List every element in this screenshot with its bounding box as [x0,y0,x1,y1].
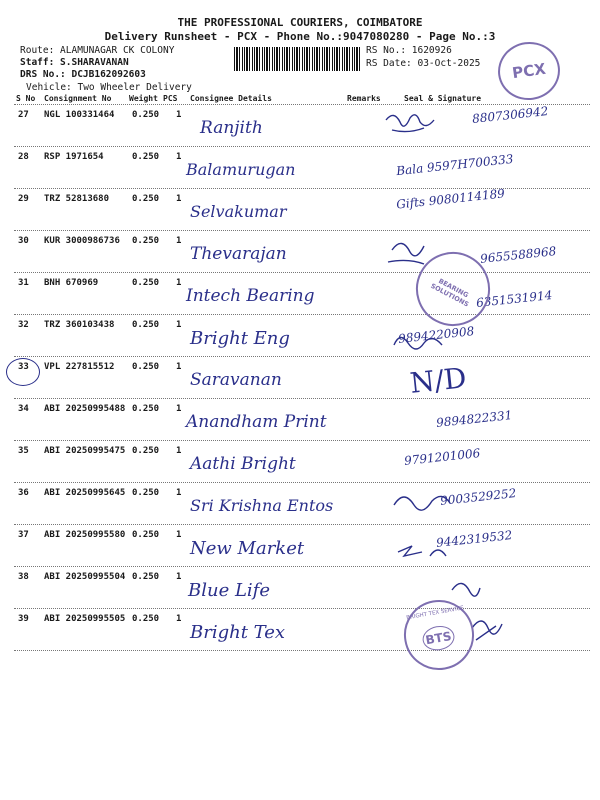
pcx-stamp: PCX [494,38,563,104]
row-sno: 38 [18,572,29,582]
row-pcs: 1 [176,572,182,582]
row-consignee-handwritten: Intech Bearing [186,286,315,306]
row-weight: 0.250 [132,278,160,288]
row-pcs: 1 [176,446,182,456]
drs-label: DRS No.: DCJB162092603 [20,69,146,80]
row-consignee-handwritten: Bright Tex [190,622,286,643]
row-divider [14,650,590,651]
row-sno: 39 [18,614,29,624]
row-weight: 0.250 [132,530,160,540]
route-label: Route: ALAMUNAGAR CK COLONY [20,45,175,56]
row-weight: 0.250 [132,488,160,498]
row-pcs: 1 [176,404,182,414]
table-row [0,524,600,566]
row-consignment-no: ABI 20250995645 [44,488,126,498]
row-consignee-handwritten: Thevarajan [190,244,287,264]
table-row [0,440,600,482]
row-sno: 32 [18,320,29,330]
rs-date: RS Date: 03-Oct-2025 [366,58,481,69]
row-weight: 0.250 [132,404,160,414]
row-consignment-no: ABI 20250995580 [44,530,126,540]
row-consignment-no: TRZ 360103438 [44,320,115,330]
row-signature: 9655588968 [479,244,557,266]
table-row [0,272,600,314]
row-sno: 36 [18,488,29,498]
row-consignee-handwritten: Selvakumar [190,202,287,221]
row-consignment-no: ABI 20250995488 [44,404,126,414]
row-sno: 27 [18,110,29,120]
row-consignee-handwritten: Anandham Print [186,412,327,432]
row-sno: 29 [18,194,29,204]
col-sno: S No [16,94,36,103]
table-row [0,356,600,398]
row-signature: 8807306942 [471,104,549,126]
row-consignment-no: ABI 20250995504 [44,572,126,582]
row-consignment-no: VPL 227815512 [44,362,115,372]
row-consignee-handwritten: Blue Life [188,580,270,601]
row-consignee-handwritten: New Market [190,538,305,559]
col-remarks: Remarks [347,94,381,103]
row-sno: 37 [18,530,29,540]
row-consignee-handwritten: Bright Eng [190,328,290,349]
row-signature: 6351531914 [475,288,553,310]
bright-tex-stamp: BRIGHT TEX SERVICE BTS [398,594,479,675]
row-weight: 0.250 [132,320,160,330]
row-weight: 0.250 [132,236,160,246]
row-consignment-no: NGL 100331464 [44,110,115,120]
col-weight: Weight [129,94,158,103]
row-pcs: 1 [176,194,182,204]
vehicle-label: Vehicle: Two Wheeler Delivery [26,82,192,93]
row-sno: 28 [18,152,29,162]
row-consignment-no: ABI 20250995475 [44,446,126,456]
row-weight: 0.250 [132,362,160,372]
row-signature: Gifts 9080114189 [395,186,506,212]
staff-label: Staff: S.SHARAVANAN [20,57,129,68]
row-weight: 0.250 [132,110,160,120]
table-row [0,104,600,146]
row-weight: 0.250 [132,194,160,204]
row-consignment-no: TRZ 52813680 [44,194,110,204]
row-pcs: 1 [176,320,182,330]
row-weight: 0.250 [132,152,160,162]
table-row [0,146,600,188]
row-pcs: 1 [176,488,182,498]
col-seal-signature: Seal & Signature [404,94,482,103]
row-pcs: 1 [176,530,182,540]
row-pcs: 1 [176,362,182,372]
row-pcs: 1 [176,614,182,624]
row-sno: 33 [18,362,29,372]
row-signature: 9442319532 [435,528,513,550]
bearing-solutions-stamp: BEARING SOLUTIONS [403,239,503,339]
table-row [0,188,600,230]
row-consignee-handwritten: Saravanan [190,370,282,390]
table-row [0,566,600,608]
col-pcs: PCS [163,94,178,103]
row-pcs: 1 [176,278,182,288]
row-pcs: 1 [176,152,182,162]
table-row [0,314,600,356]
row-sno: 34 [18,404,29,414]
row-sno: 30 [18,236,29,246]
table-row [0,482,600,524]
row-pcs: 1 [176,236,182,246]
row-consignment-no: BNH 670969 [44,278,99,288]
table-row [0,398,600,440]
row-consignment-no: RSP 1971654 [44,152,104,162]
row-consignment-no: KUR 3000986736 [44,236,120,246]
row-signature: 9894220908 [397,324,475,346]
row-consignee-handwritten: Balamurugan [186,160,296,179]
company-name: THE PROFESSIONAL COURIERS, COIMBATORE [177,16,423,29]
table-row [0,608,600,650]
row-consignment-no: ABI 20250995505 [44,614,126,624]
row-consignee-handwritten: Aathi Bright [190,454,296,474]
row-weight: 0.250 [132,614,160,624]
row-signature: 9791201006 [403,446,481,468]
row-33-circle-mark [6,358,40,386]
row-pcs: 1 [176,110,182,120]
row-signature: 9003529252 [439,486,517,508]
row-consignee-handwritten: Sri Krishna Entos [190,496,334,515]
row-sno: 31 [18,278,29,288]
row-weight: 0.250 [132,572,160,582]
table-row [0,230,600,272]
row-signature: 9894822331 [435,408,513,430]
row-sno: 35 [18,446,29,456]
rs-number: RS No.: 1620926 [366,45,452,56]
runsheet-subtitle: Delivery Runsheet - PCX - Phone No.:9047080280 - Page No.:3 [104,30,496,43]
row-weight: 0.250 [132,446,160,456]
row-signature: Bala 9597H700333 [395,151,515,179]
row-signature: N/D [408,361,468,400]
col-consignee: Consignee Details [190,94,272,103]
col-consignment: Consignment No [44,94,112,103]
row-consignee-handwritten: Ranjith [200,118,263,138]
barcode [234,47,361,71]
